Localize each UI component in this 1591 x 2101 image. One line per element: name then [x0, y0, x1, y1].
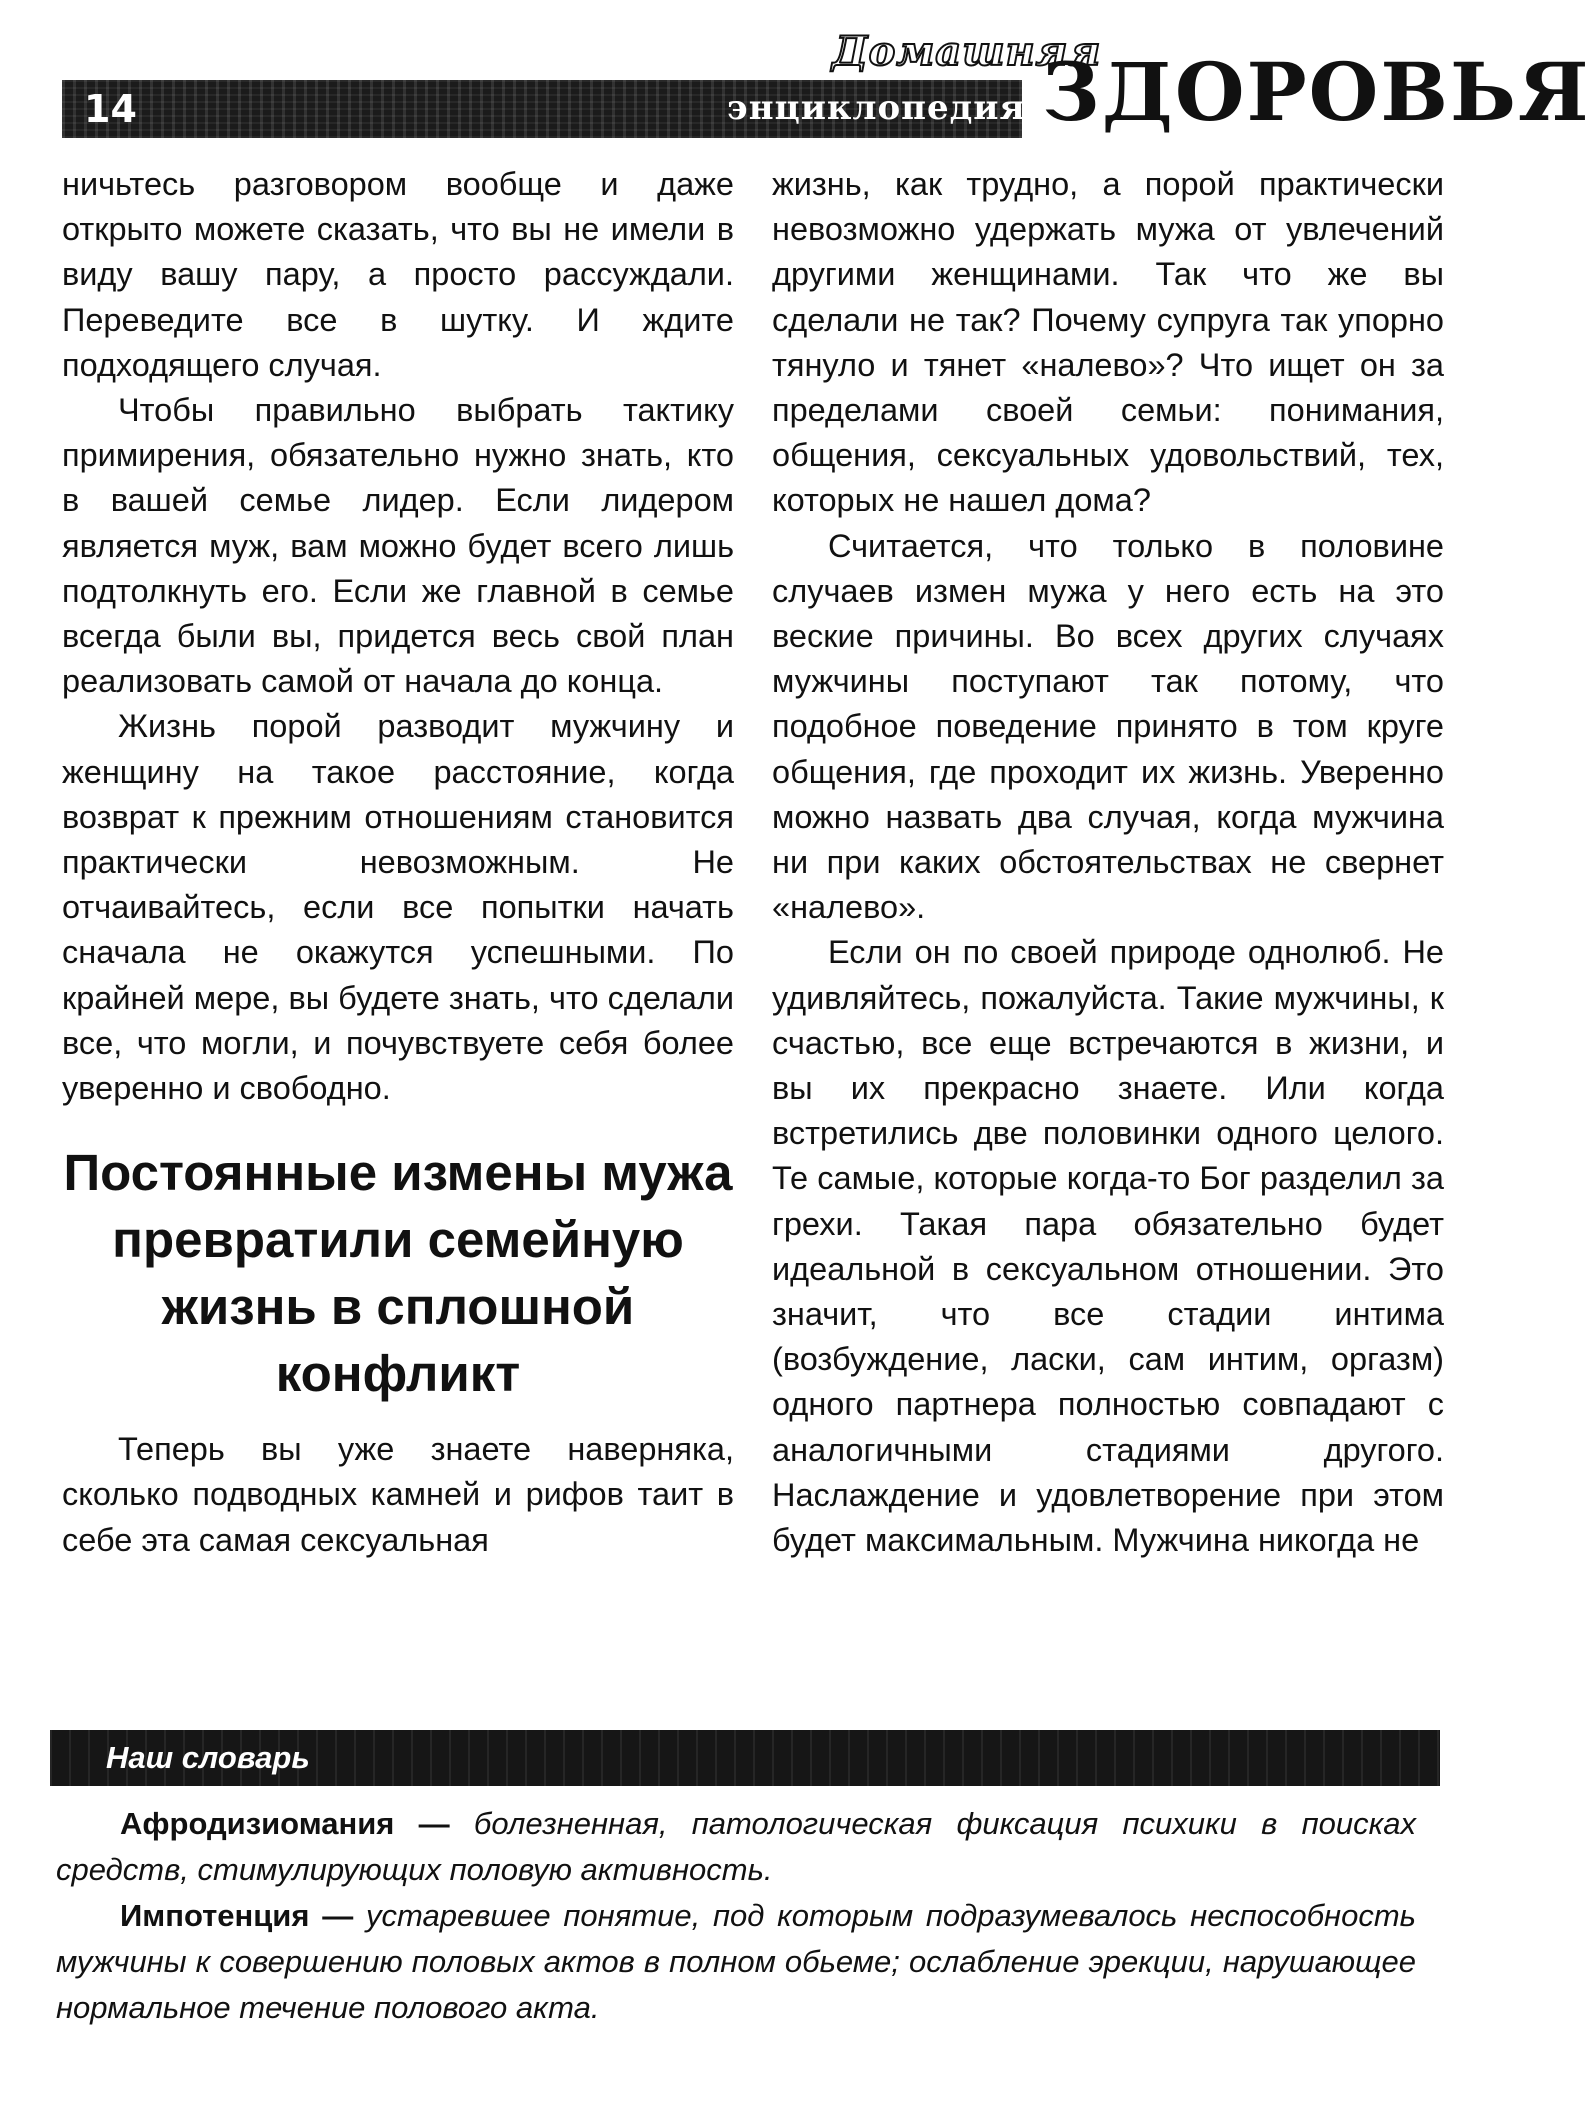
- paragraph: ничьтесь разговором вообще и даже открыто можете сказать, что вы не имели в виду вашу пару, а просто рассуждали. Переведите все в шутку. И ждите подходящего случая.: [62, 166, 734, 383]
- glossary-dash: —: [394, 1806, 474, 1841]
- page-header: [62, 28, 1591, 139]
- glossary-dash: —: [309, 1898, 366, 1933]
- glossary-entry: [56, 1893, 1416, 2031]
- paragraph: Жизнь порой разводит мужчину и женщину на такое расстояние, когда возврат к прежним отношениям становится практически невозможным. Не отчаивайтесь, если все попытки начать сначала не окажутся успешными. По крайней мере, вы будете знать, что сделали все, что могли, и почувствуете себя более уверенно и свободно.: [62, 708, 734, 1107]
- paragraph: Если он по своей природе однолюб. Не удивляйтесь, пожалуйста. Такие мужчины, к счастью, все еще встречаются в жизни, и вы их прекрасно знаете. Или когда встретились две половинки одного целого. Те самые, которые когда-то Бог разделил за грехи. Такая пара обязательно будет идеальной в сексуальном отношении. Это значит, что все стадии интима (возбуждение, ласки, сам интим, оргазм) одного партнера полностью совпадают с аналогичными стадиями другого. Наслаждение и удовлетворение при этом будет максимальным. Мужчина никогда не: [772, 934, 1444, 1559]
- brand-title: ЗДОРОВЬЯ: [1042, 45, 1591, 139]
- glossary-definition: устаревшее понятие, под которым подразумевалось неспособность мужчины к совершению половых актов в полном обьеме; ослабление эрекции, нарушающее нормальное течение полового акта.: [56, 1898, 1416, 2025]
- glossary-header-bar: [50, 1730, 1440, 1786]
- brand-top-word: Домашняя: [832, 28, 1102, 75]
- paragraph: Теперь вы уже знаете наверняка, сколько подводных камней и рифов таит в себе эта самая сексуальная: [62, 1431, 734, 1558]
- glossary-body: [56, 1801, 1416, 2031]
- glossary-entry: [56, 1801, 1416, 1893]
- glossary-definition: болезненная, патологическая фиксация психики в поисках средств, стимулирующих половую активность.: [56, 1806, 1416, 1887]
- right-column: [772, 162, 1444, 1563]
- paragraph: жизнь, как трудно, а порой практически невозможно удержать мужа от увлечений другими женщинами. Так что же вы сделали не так? Почему супруга так упорно тянуло и тянет «налево»? Что ищет он за пределами своей семьи: понимания, общения, сексуальных удовольствий, тех, которых не нашел дома?: [772, 166, 1444, 519]
- glossary-term: Афродизиомания: [120, 1806, 395, 1841]
- left-column: [62, 162, 734, 1563]
- glossary-title: Наш словарь: [106, 1740, 310, 1775]
- article-heading: Постоянные измены мужа превратили семейную жизнь в сплошной конфликт: [63, 1144, 733, 1403]
- brand-middle-word: энциклопедия: [727, 88, 1026, 128]
- paragraph: Чтобы правильно выбрать тактику примирения, обязательно нужно знать, кто в вашей семье лидер. Если лидером является муж, вам можно будет всего лишь подтолкнуть его. Если же главной в семье всегда были вы, придется весь свой план реализовать самой от начала до конца.: [62, 392, 734, 700]
- paragraph: Считается, что только в половине случаев измен мужа у него есть на это веские причины. Во всех других случаях мужчины поступают так потому, что подобное поведение принято в том круге общения, где проходит их жизнь. Уверенно можно назвать два случая, когда мужчина ни при каких обстоятельствах не свернет «налево».: [772, 527, 1444, 926]
- page-number: 14: [84, 87, 137, 131]
- glossary-term: Импотенция: [120, 1898, 310, 1933]
